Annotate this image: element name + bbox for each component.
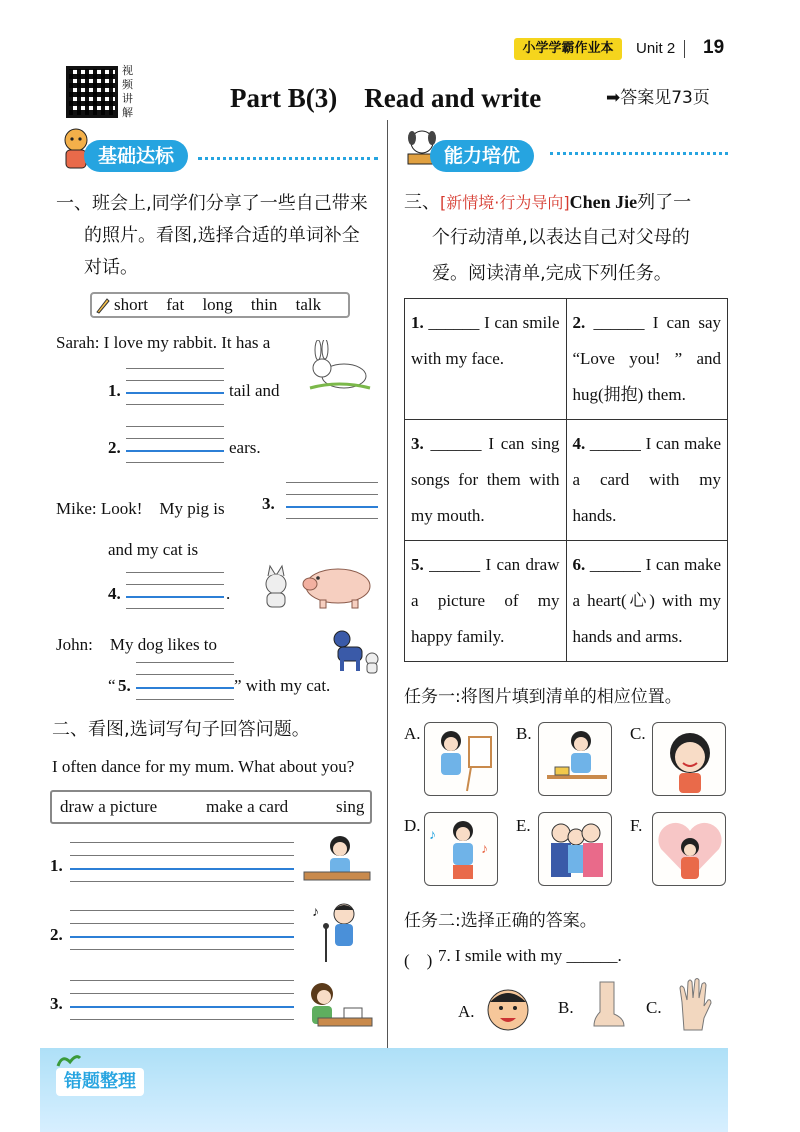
list-blank-4[interactable]: ______ — [589, 434, 641, 453]
blank-guide-line — [126, 438, 224, 439]
q7-option-a-label: A. — [458, 1002, 475, 1021]
q1-prompt-line2: 的照片。看图,选择合适的单词补全 — [84, 225, 360, 246]
quote-open: “ — [108, 676, 116, 695]
picture-c-smile[interactable] — [652, 722, 726, 796]
word-bank — [90, 292, 350, 318]
list-cell-6: 6. ______ I can make a heart(心) with my hands and arms. — [566, 541, 728, 662]
q3-name: Chen Jie — [569, 192, 638, 212]
blank-guide-line — [126, 608, 224, 609]
picture-d-sing[interactable] — [424, 812, 498, 886]
blank-5-number: 5. — [118, 676, 131, 695]
list-blank-3[interactable]: ______ — [430, 434, 482, 453]
answer-guide-line — [70, 1019, 294, 1020]
answer-guide-line — [70, 842, 294, 843]
q1-prompt-line3: 对话。 — [84, 257, 138, 278]
q3-prompt-rest: 列了一 — [637, 192, 692, 213]
answer-3-input[interactable] — [70, 1006, 294, 1008]
section-badge-basic: 基础达标 — [84, 140, 188, 172]
list-cell-1: 1. ______ I can smile with my face. — [405, 299, 567, 420]
q7-question: 7. I smile with my ______. — [438, 946, 622, 965]
girl-making-card-icon — [539, 723, 612, 796]
blank-guide-line — [126, 380, 224, 381]
unit-label: Unit 2 — [636, 40, 676, 57]
picture-a-drawing[interactable] — [424, 722, 498, 796]
cat-and-pig-picture — [258, 560, 378, 610]
blank-2-input[interactable] — [126, 450, 224, 452]
blank-guide-line — [126, 584, 224, 585]
word-thin: thin — [250, 295, 278, 314]
girl-painting-icon — [425, 723, 498, 796]
girl-smiling-icon — [653, 723, 726, 796]
dog-and-cat-picture — [330, 625, 382, 675]
list-cell-4: 4. ______ I can make a card with my hands. — [566, 420, 728, 541]
svg-text:♪: ♪ — [312, 905, 319, 920]
pic-label-d: D. — [404, 816, 421, 835]
answer-guide-line — [70, 923, 294, 924]
task2-prompt: 任务二:选择正确的答案。 — [404, 911, 597, 931]
blank-2-after: ears. — [229, 438, 261, 457]
answer-reference: ➡答案见73页 — [606, 88, 710, 108]
boy-singing-picture — [312, 898, 364, 964]
q2-prompt: 二、看图,选词写句子回答问题。 — [52, 719, 310, 740]
mike-line: Mike: Look! My pig is — [56, 499, 225, 518]
girl-singing-icon — [425, 813, 498, 886]
answer-2-input[interactable] — [70, 936, 294, 938]
blank-4-input[interactable] — [126, 596, 224, 598]
answer-1-input[interactable] — [70, 868, 294, 870]
q3-prompt-line1 — [404, 184, 691, 221]
answer-3-number: 3. — [50, 994, 63, 1013]
blank-4-number: 4. — [108, 584, 121, 603]
q7-option-c-label: C. — [646, 998, 662, 1017]
task1-prompt: 任务一:将图片填到清单的相应位置。 — [404, 687, 682, 707]
sarah-line: Sarah: I love my rabbit. It has a — [56, 333, 271, 352]
page-title: Part B(3) Read and write — [230, 83, 542, 113]
error-notes-label: 错题整理 — [56, 1068, 144, 1096]
q3-context-tag: [新情境·行为导向] — [440, 193, 570, 212]
svg-text:♪: ♪ — [481, 842, 488, 857]
pencil-icon — [94, 296, 110, 314]
blank-guide-line — [126, 426, 224, 427]
qr-code[interactable] — [66, 66, 118, 118]
leaf-icon — [56, 1054, 82, 1068]
john-line: John: My dog likes to — [56, 635, 218, 654]
blank-5-input[interactable] — [136, 687, 234, 689]
list-blank-1[interactable]: ______ — [428, 313, 480, 332]
face-option-icon[interactable] — [482, 984, 534, 1032]
list-cell-2: 2. ______ I can say “Love you! ” and hug(拥抱) them. — [566, 299, 728, 420]
pic-label-a: A. — [404, 724, 421, 743]
q7-answer-paren[interactable]: ( ) — [404, 951, 433, 970]
blank-guide-line — [126, 368, 224, 369]
page-number: 19 — [703, 37, 725, 58]
blank-guide-line — [126, 462, 224, 463]
rabbit-picture — [306, 340, 372, 392]
picture-f-heart[interactable] — [652, 812, 726, 886]
section-badge-advanced: 能力培优 — [430, 140, 534, 172]
list-cell-5: 5. ______ I can draw a picture of my happy family. — [405, 541, 567, 662]
quote-close: ” with my cat. — [234, 676, 331, 695]
blank-guide-line — [126, 404, 224, 405]
picture-b-card[interactable] — [538, 722, 612, 796]
dotted-rule — [550, 152, 728, 155]
header-separator — [684, 40, 685, 58]
answer-2-number: 2. — [50, 925, 63, 944]
blank-guide-line — [286, 494, 378, 495]
picture-e-hug[interactable] — [538, 812, 612, 886]
q2-word-bank — [50, 790, 372, 824]
list-blank-6[interactable]: ______ — [589, 555, 641, 574]
blank-guide-line — [136, 699, 234, 700]
word-short: short — [114, 295, 148, 314]
girl-making-card-picture — [298, 978, 374, 1038]
blank-guide-line — [286, 518, 378, 519]
pic-label-c: C. — [630, 724, 646, 743]
svg-text:♪: ♪ — [429, 828, 436, 843]
answer-guide-line — [70, 980, 294, 981]
answer-guide-line — [70, 881, 294, 882]
pic-label-b: B. — [516, 724, 532, 743]
family-hug-icon — [539, 813, 612, 886]
hand-option-icon[interactable] — [674, 978, 714, 1032]
blank-3-number: 3. — [262, 494, 275, 513]
word-sing: sing — [336, 797, 365, 816]
q3-prompt-prefix: 三、 — [404, 192, 440, 213]
girl-drawing-picture — [300, 832, 374, 890]
q3-prompt-line2: 个行动清单,以表达自己对父母的 — [432, 227, 690, 248]
q3-prompt-line3: 爱。阅读清单,完成下列任务。 — [432, 263, 672, 284]
list-cell-3: 3. ______ I can sing songs for them with my mouth. — [405, 420, 567, 541]
mike-line2: and my cat is — [108, 540, 199, 559]
word-fat: fat — [166, 295, 185, 314]
list-blank-2[interactable]: ______ — [593, 313, 645, 332]
word-talk: talk — [295, 295, 322, 314]
word-make-a-card: make a card — [206, 797, 289, 816]
column-divider — [387, 120, 388, 1050]
blank-3-input[interactable] — [286, 506, 378, 508]
blank-guide-line — [126, 572, 224, 573]
blank-1-input[interactable] — [126, 392, 224, 394]
action-list-table — [404, 298, 728, 662]
answer-1-number: 1. — [50, 856, 63, 875]
word-long: long — [202, 295, 233, 314]
blank-guide-line — [136, 674, 234, 675]
dotted-rule — [198, 157, 378, 160]
q2-question: I often dance for my mum. What about you? — [52, 757, 355, 776]
girl-heart-hands-icon — [653, 813, 726, 886]
answer-guide-line — [70, 949, 294, 950]
q7-option-b-label: B. — [558, 998, 574, 1017]
blank-1-number: 1. — [108, 381, 121, 400]
pic-label-f: F. — [630, 816, 643, 835]
answer-guide-line — [70, 993, 294, 994]
blank-guide-line — [286, 482, 378, 483]
blank-1-after: tail and — [229, 381, 280, 400]
brand-tag: 小学学霸作业本 — [514, 38, 622, 60]
answer-guide-line — [70, 855, 294, 856]
foot-option-icon[interactable] — [588, 980, 628, 1032]
word-draw-a-picture: draw a picture — [60, 797, 158, 816]
answer-guide-line — [70, 910, 294, 911]
blank-2-number: 2. — [108, 438, 121, 457]
list-blank-5[interactable]: ______ — [429, 555, 481, 574]
blank-guide-line — [136, 662, 234, 663]
q1-prompt-line1: 一、班会上,同学们分享了一些自己带来 — [56, 193, 368, 214]
pic-label-e: E. — [516, 816, 531, 835]
blank-4-period: . — [226, 584, 231, 603]
qr-caption: 视频讲解 — [122, 64, 133, 119]
